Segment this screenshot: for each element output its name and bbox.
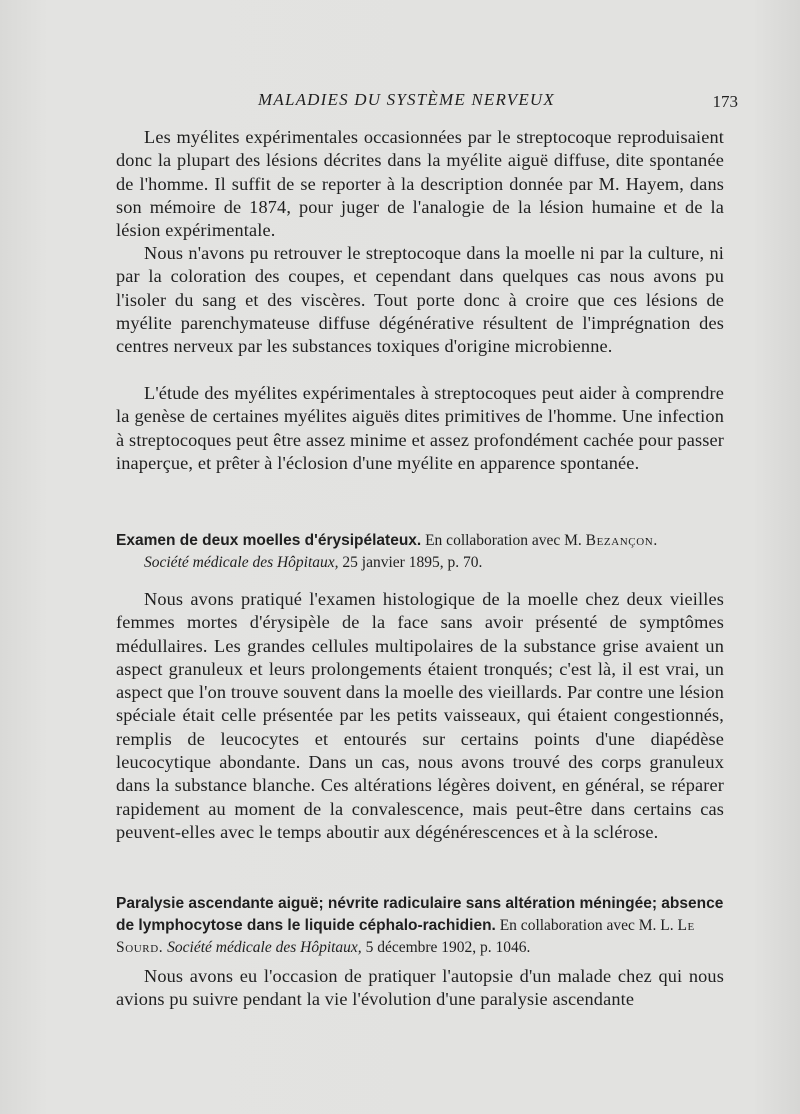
entry-collaborator: Bezançon. bbox=[585, 532, 658, 549]
page-header bbox=[258, 90, 738, 114]
entry-journal: Société médicale des Hôpitaux, bbox=[167, 939, 362, 956]
entry-title: Examen de deux moelles d'érysipélateux. bbox=[116, 532, 422, 549]
paragraph-3: L'étude des myélites expérimentales à streptocoques peut aider à comprendre la genèse de certaines myélites aiguës dites primitives de l'homme. Une infection à streptocoques peut être assez minime et assez profondément cachée pour passer inaperçue, et prêter à l'éclosion d'une myélite en apparence spontanée. bbox=[116, 383, 724, 473]
entry-collaboration: En collaboration avec M. L. bbox=[495, 917, 678, 934]
entry-journal: Société médicale des Hôpitaux, bbox=[144, 554, 339, 571]
entry-reference bbox=[116, 552, 724, 574]
entry-title: Paralysie ascendante aiguë; névrite radiculaire sans altération méningée; absence de lymphocytose dans le liquide céphalo-rachidien. bbox=[116, 895, 724, 934]
paragraph-5: Nous avons eu l'occasion de pratiquer l'autopsie d'un malade chez qui nous avions pu suivre pendant la vie l'évolution d'une paralysie ascendante bbox=[116, 966, 724, 1010]
entry-date: 5 décembre 1902, p. 1046. bbox=[361, 939, 531, 956]
page-number: 173 bbox=[712, 92, 738, 111]
bibliography-entry-2 bbox=[116, 893, 724, 959]
entry-journal-wrap bbox=[163, 939, 361, 956]
entry-date: 25 janvier 1895, p. 70. bbox=[338, 554, 483, 571]
paragraph-2: Nous n'avons pu retrouver le streptocoque dans la moelle ni par la culture, ni par la coloration des coupes, et cependant dans quelques cas nous avons pu l'isoler du sang et des viscères. Tout porte donc à croire que ces lésions de myélite parenchymateuse diffuse dégénérative résultent de l'imprégnation des centres nerveux par les substances toxiques d'origine microbienne. bbox=[116, 243, 724, 357]
paragraph-4: Nous avons pratiqué l'examen histologique de la moelle chez deux vieilles femmes mortes d'érysipèle de la face sans avoir présenté de symptômes médullaires. Les grandes cellules multipolaires de la substance grise avaient un aspect granuleux et leurs prolongements étaient tronqués; c'est là, il est vrai, un aspect que l'on trouve souvent dans la moelle des vieillards. Par contre une lésion spéciale était celle présentée par les petits vaisseaux, qui étaient congestionnés, remplis de leucocytes et entourés sur certains points d'une diapédèse leucocytique abondante. Dans un cas, nous avons trouvé des corps granuleux dans la substance blanche. Ces altérations légères doivent, en général, se réparer rapidement au moment de la convalescence, mais peut-être dans certains cas peuvent-elles avec le temps aboutir aux dégénérescences et à la sclérose. bbox=[116, 589, 724, 842]
bibliography-entry-1 bbox=[116, 530, 724, 574]
entry-collaboration: En collaboration avec M. bbox=[421, 532, 586, 549]
running-title: MALADIES DU SYSTÈME NERVEUX bbox=[258, 90, 555, 109]
entry-collaborator: Le Sourd. bbox=[116, 917, 695, 956]
paragraph-1: Les myélites expérimentales occasionnées par le streptocoque reproduisaient donc la plupart des lésions décrites dans la myélite aiguë diffuse, dite spontanée de l'homme. Il suffit de se reporter à la description donnée par M. Hayem, dans son mémoire de 1874, pour juger de l'analogie de la lésion humaine et de la lésion expérimentale. bbox=[116, 127, 724, 241]
